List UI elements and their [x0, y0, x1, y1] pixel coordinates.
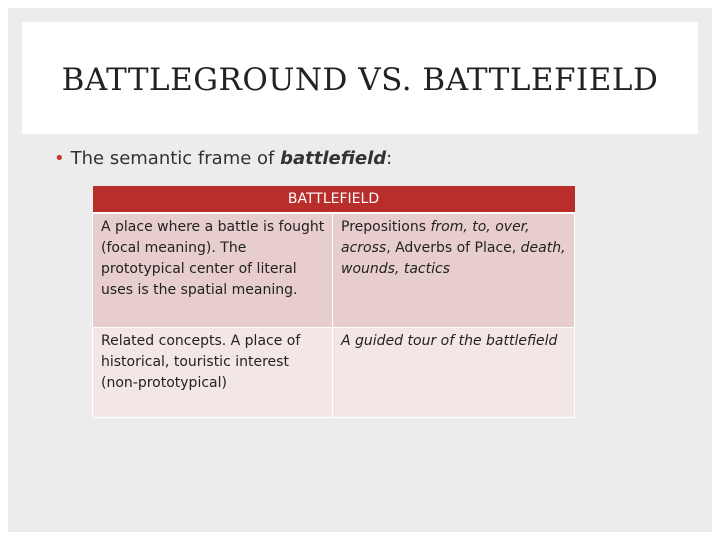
title-box — [22, 22, 698, 134]
cell-text-italic: A guided tour of the battlefield — [341, 333, 558, 349]
slide-title: BATTLEGROUND VS. BATTLEFIELD — [61, 62, 659, 98]
table-cell: Related concepts. A place of historical, touristic interest (non-prototypical) — [93, 328, 333, 418]
bullet-point — [54, 148, 392, 169]
bullet-text-prefix: The semantic frame of — [70, 148, 281, 169]
table-header: BATTLEFIELD — [93, 186, 575, 213]
table-cell — [333, 213, 575, 328]
bullet-dot-icon: • — [54, 148, 65, 169]
bullet-text-emphasis: battlefield — [280, 148, 387, 169]
bullet-text-suffix: : — [386, 148, 393, 169]
table-cell — [333, 328, 575, 418]
cell-text: , Adverbs of Place, — [386, 240, 521, 256]
cell-text-italic: from, to, over, across — [341, 219, 530, 256]
semantic-frame-table — [92, 186, 575, 418]
cell-text: Prepositions — [341, 219, 431, 235]
table-row — [93, 213, 575, 328]
cell-text-italic: death, wounds, tactics — [341, 240, 566, 277]
table-row — [93, 328, 575, 418]
table-cell: A place where a battle is fought (focal meaning). The prototypical center of literal uses is the spatial meaning. — [93, 213, 333, 328]
